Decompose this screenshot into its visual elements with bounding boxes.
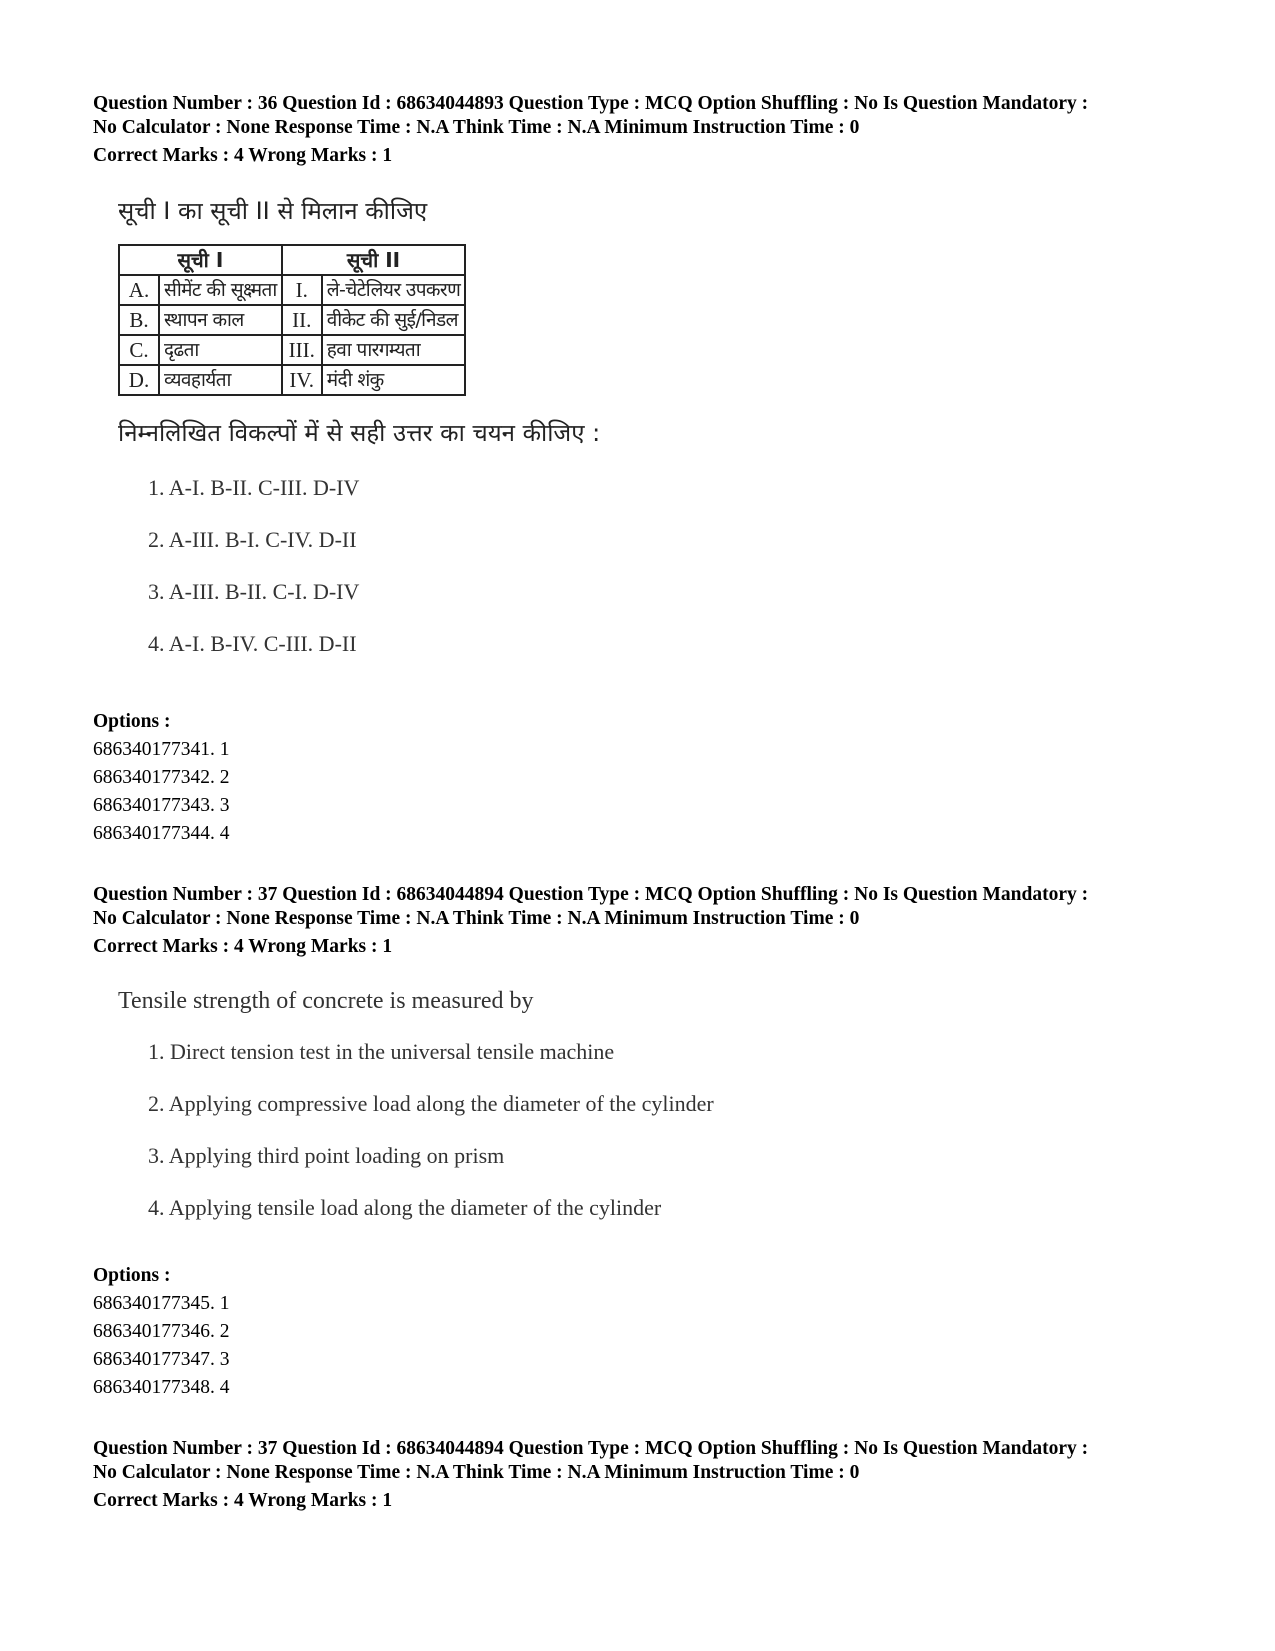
meta-line-2: No Calculator : None Response Time : N.A Think Time : N.A Minimum Instruction Time : 0	[93, 117, 860, 138]
row-key-left: B.	[119, 305, 159, 335]
question-37-repeat-header	[93, 1437, 1088, 1513]
choice-item: 1. Direct tension test in the universal tensile machine	[148, 1039, 615, 1064]
row-value-left: स्थापन काल	[159, 305, 282, 335]
question-meta	[93, 92, 1088, 140]
marks-line: Correct Marks : 4 Wrong Marks : 1	[93, 936, 393, 957]
choice-item: 1. A-I. B-II. C-III. D-IV	[148, 475, 360, 500]
choice-item: 3. Applying third point loading on prism	[148, 1143, 505, 1168]
row-value-left: दृढता	[159, 335, 282, 365]
question-36-content	[118, 196, 600, 670]
row-value-left: सीमेंट की सूक्ष्मता	[159, 275, 282, 305]
row-key-left: A.	[119, 275, 159, 305]
option-item: 686340177347. 3	[93, 1349, 230, 1370]
question-stem: सूची I का सूची II से मिलान कीजिए	[118, 197, 428, 225]
meta-line-1: Question Number : 37 Question Id : 68634044894 Question Type : MCQ Option Shuffling : No Is Question Mandatory :	[93, 1438, 1089, 1459]
question-36-options	[93, 708, 230, 848]
marks-line: Correct Marks : 4 Wrong Marks : 1	[93, 145, 393, 166]
option-item: 686340177346. 2	[93, 1321, 230, 1342]
row-key-left: D.	[119, 365, 159, 395]
row-value-right: वीकेट की सुई/निडल	[322, 305, 466, 335]
options-label: Options :	[93, 1265, 171, 1286]
question-36-header	[93, 92, 1088, 168]
table-row	[119, 335, 465, 365]
table-row	[119, 305, 465, 335]
marks-line: Correct Marks : 4 Wrong Marks : 1	[93, 1490, 393, 1511]
match-table	[118, 244, 466, 396]
option-item: 686340177341. 1	[93, 739, 230, 760]
row-value-right: हवा पारगम्यता	[322, 335, 466, 365]
choice-item: 4. Applying tensile load along the diameter of the cylinder	[148, 1195, 662, 1220]
table-header-row	[119, 245, 465, 275]
choice-item: 2. A-III. B-I. C-IV. D-II	[148, 527, 357, 552]
question-37-content	[118, 986, 714, 1234]
question-37-options	[93, 1262, 230, 1402]
choice-item: 3. A-III. B-II. C-I. D-IV	[148, 579, 360, 604]
choice-list	[148, 462, 600, 670]
meta-line-2: No Calculator : None Response Time : N.A Think Time : N.A Minimum Instruction Time : 0	[93, 1462, 860, 1483]
row-value-right: ले-चेटेलियर उपकरण	[322, 275, 466, 305]
row-value-right: मंदी शंकु	[322, 365, 466, 395]
question-meta	[93, 883, 1088, 931]
row-value-left: व्यवहार्यता	[159, 365, 282, 395]
row-key-right: II.	[282, 305, 322, 335]
table-row	[119, 275, 465, 305]
choice-item: 2. Applying compressive load along the diameter of the cylinder	[148, 1091, 714, 1116]
row-key-right: IV.	[282, 365, 322, 395]
option-item: 686340177348. 4	[93, 1377, 230, 1398]
row-key-right: III.	[282, 335, 322, 365]
table-row	[119, 365, 465, 395]
question-37-header	[93, 883, 1088, 959]
option-item: 686340177343. 3	[93, 795, 230, 816]
row-key-right: I.	[282, 275, 322, 305]
meta-line-1: Question Number : 37 Question Id : 68634044894 Question Type : MCQ Option Shuffling : No Is Question Mandatory :	[93, 884, 1089, 905]
row-key-left: C.	[119, 335, 159, 365]
meta-line-2: No Calculator : None Response Time : N.A Think Time : N.A Minimum Instruction Time : 0	[93, 908, 860, 929]
option-item: 686340177344. 4	[93, 823, 230, 844]
option-item: 686340177345. 1	[93, 1293, 230, 1314]
option-item: 686340177342. 2	[93, 767, 230, 788]
list-1-header: सूची I	[119, 245, 282, 275]
options-label: Options :	[93, 711, 171, 732]
choice-list	[148, 1026, 714, 1234]
choice-item: 4. A-I. B-IV. C-III. D-II	[148, 631, 357, 656]
question-stem: Tensile strength of concrete is measured by	[118, 988, 534, 1014]
meta-line-1: Question Number : 36 Question Id : 68634044893 Question Type : MCQ Option Shuffling : No Is Question Mandatory :	[93, 93, 1089, 114]
question-instruction: निम्नलिखित विकल्पों में से सही उत्तर का चयन कीजिए :	[118, 419, 601, 447]
question-meta	[93, 1437, 1088, 1485]
list-2-header: सूची II	[282, 245, 466, 275]
